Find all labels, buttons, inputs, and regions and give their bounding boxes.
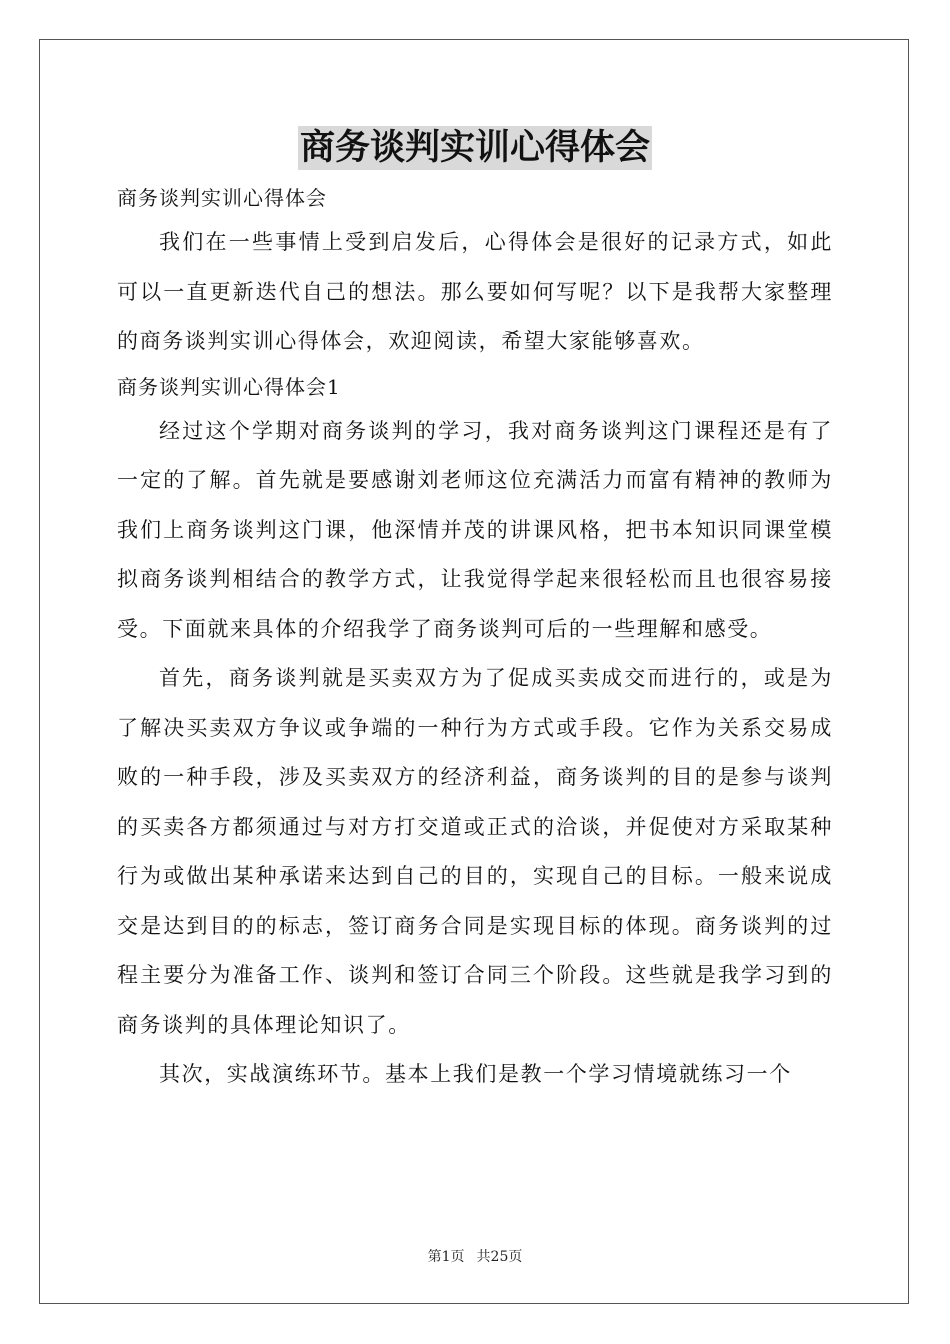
- body-paragraph: 首先，商务谈判就是买卖双方为了促成买卖成交而进行的，或是为了解决买卖双方争议或争端的一种行为方式或手段。它作为关系交易成败的一种手段，涉及买卖双方的经济利益，商务谈判的目的是参与谈判的买卖各方都须通过与对方打交道或正式的洽谈，并促使对方采取某种行为或做出某种承诺来达到自己的目的，实现自己的目标。一般来说成交是达到目的的标志，签订商务合同是实现目标的体现。商务谈判的过程主要分为准备工作、谈判和签订合同三个阶段。这些就是我学习到的商务谈判的具体理论知识了。: [117, 666, 833, 1037]
- page-footer: [0, 1246, 950, 1266]
- body-paragraph: 经过这个学期对商务谈判的学习，我对商务谈判这门课程还是有了一定的了解。首先就是要感谢刘老师这位充满活力而富有精神的教师为我们上商务谈判这门课，他深情并茂的讲课风格，把书本知识同课堂模拟商务谈判相结合的教学方式，让我觉得学起来很轻松而且也很容易接受。下面就来具体的介绍我学了商务谈判可后的一些理解和感受。: [117, 418, 833, 641]
- intro-paragraph: 我们在一些事情上受到启发后，心得体会是很好的记录方式，如此可以一直更新迭代自己的想法。那么要如何写呢？以下是我帮大家整理的商务谈判实训心得体会，欢迎阅读，希望大家能够喜欢。: [117, 230, 833, 353]
- title-container: [0, 126, 950, 170]
- section-heading: 商务谈判实训心得体会1: [117, 374, 341, 399]
- document-body: [117, 178, 833, 1100]
- document-subtitle: 商务谈判实训心得体会: [117, 186, 327, 210]
- page-number: 第1页: [427, 1249, 465, 1265]
- page-total: 共25页: [476, 1249, 523, 1265]
- document-title: 商务谈判实训心得体会: [299, 127, 650, 168]
- body-paragraph: 其次，实战演练环节。基本上我们是教一个学习情境就练习一个: [159, 1062, 792, 1086]
